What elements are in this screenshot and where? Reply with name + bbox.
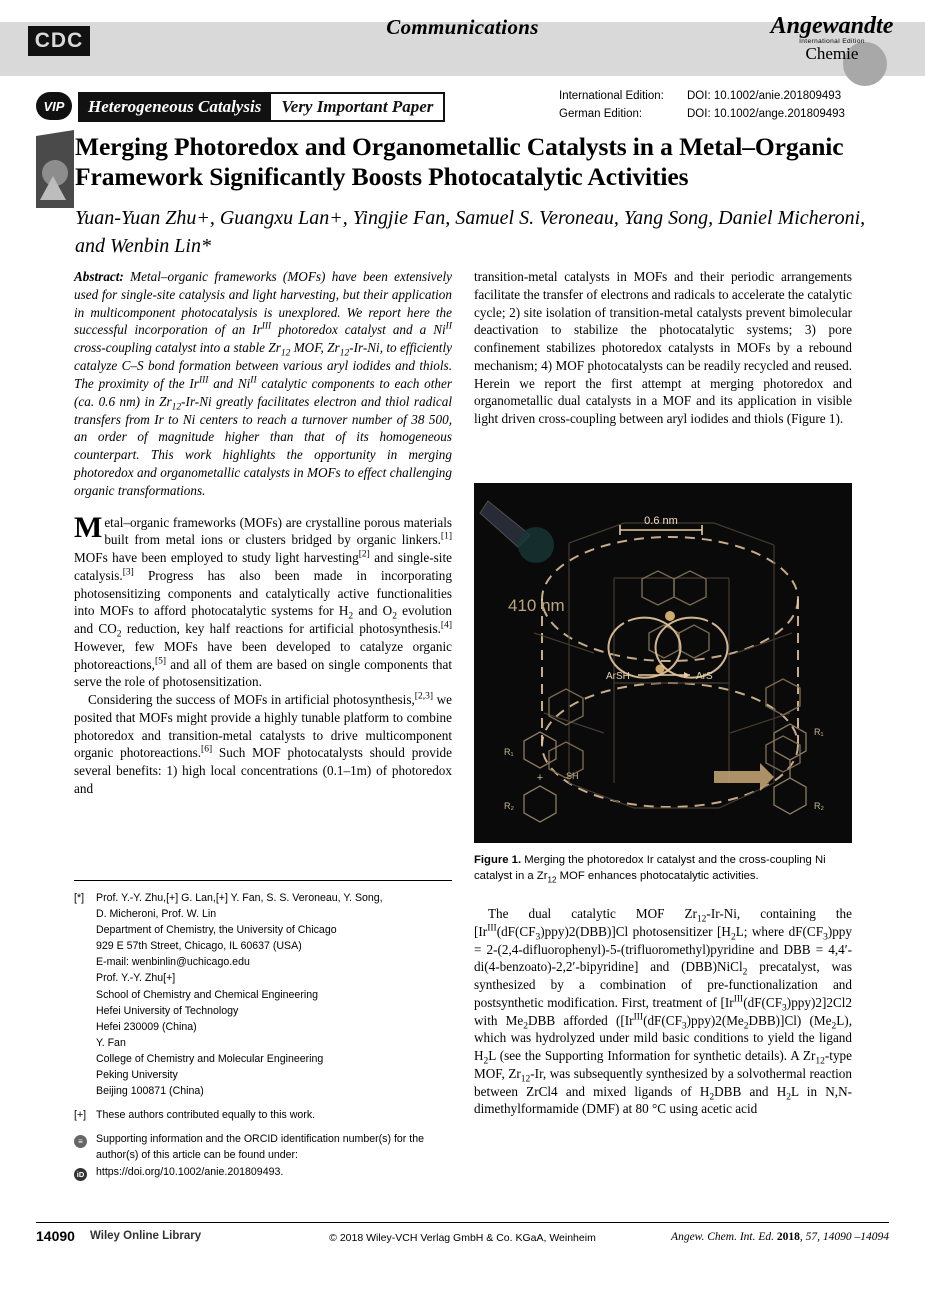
- doi-german-label: German Edition:: [559, 107, 643, 120]
- drop-cap: M: [74, 510, 103, 544]
- footnote-block: [74, 890, 452, 1181]
- footnote-divider: [74, 880, 452, 881]
- affiliation2-line-3: Hefei 230009 (China): [96, 1020, 197, 1033]
- supporting-info-glyph: ≡: [74, 1135, 87, 1148]
- figure-1-caption: [474, 852, 852, 884]
- figure-ars-label: ArS: [696, 671, 713, 682]
- footnote-orcid: [74, 1164, 452, 1181]
- figure-1-image: [474, 483, 852, 843]
- doi-international: [559, 88, 889, 106]
- affiliation3-line-2: Peking University: [96, 1069, 178, 1082]
- affiliation-line-3: 929 E 57th Street, Chicago, IL 60637 (USA): [96, 940, 302, 953]
- supporting-info-text: Supporting information and the ORCID identification number(s) for the author(s) of this article can be found under:: [96, 1133, 424, 1162]
- figure-r1-label: R₁: [504, 747, 514, 757]
- page-title: Merging Photoredox and Organometallic Catalysts in a Metal–Organic Framework Significantly Boosts Photocatalytic Activities: [75, 132, 844, 192]
- figure-arsh-label: ArSH: [606, 671, 630, 682]
- footnote-equal-text: These authors contributed equally to this work.: [96, 1109, 316, 1122]
- paragraph-left-2: Considering the success of MOFs in artificial photosynthesis,[2,3] we posited that MOFs might provide a highly tunable platform to combine photoredox and transition-metal catalysts to drive multicomponent organic photoreactions.[6] Such MOF photocatalysts should provide several benefits: 1) high local concentrations (0.1–1m) of photoredox and: [74, 691, 452, 796]
- figure-1-number: Figure 1.: [474, 854, 522, 866]
- figure-1-graphic: [474, 483, 852, 843]
- affiliation-email[interactable]: E-mail: wenbinlin@uchicago.edu: [96, 956, 250, 969]
- wiley-online-library-link[interactable]: Wiley Online Library: [90, 1230, 202, 1242]
- figure-sh-label: SH: [566, 771, 579, 781]
- footnote-spacer: [74, 1099, 452, 1107]
- citation-journal: Angew. Chem. Int. Ed.: [671, 1231, 774, 1243]
- abstract: [74, 268, 452, 500]
- orcid-glyph: iD: [74, 1168, 87, 1181]
- doi-international-label: International Edition:: [559, 90, 664, 102]
- paragraph-right-1: transition-metal catalysts in MOFs and their periodic arrangements facilitate the transfer of electrons and radicals to accelerate the catalytic cycle; 2) site isolation of transition-metal catalysts prevent bimolecular deactivation to stabilize the photocatalytic systems; 3) pore confinement stabilizes photoredox catalysts in MOFs by a rebound mechanism; 4) MOF photocatalysts can be readily recycled and reused. Herein we report the first attempt at merging photoredox and organometallic dual catalysts in a MOF and its application in visible light driven cross-coupling between aryl iodides and thiols (Figure 1).: [474, 269, 852, 426]
- supporting-info-link[interactable]: https://doi.org/10.1002/anie.201809493.: [96, 1165, 284, 1178]
- brand-name: Angewandte: [770, 13, 894, 39]
- journal-section-title: Communications: [386, 14, 539, 39]
- figure-wavelength-label: 410 nm: [508, 596, 565, 615]
- doi-german-value[interactable]: DOI: 10.1002/ange.201809493: [687, 107, 845, 120]
- affiliation3-line-0: Y. Fan: [96, 1036, 126, 1049]
- affiliation3-line-3: Beijing 100871 (China): [96, 1085, 204, 1098]
- figure-product-r1-label: R₁: [814, 727, 824, 737]
- paragraph-right-2: The dual catalytic MOF $Zr_{12}-Ir-Ni$, containing the $[Ir^{III}(dF(CF_3)ppy)2(DBB)]Cl$ photosensitizer [$H_2L$; where $dF(CF_3)ppy$ = 2-(2,4-difluorophenyl)-5-(trifluoromethyl)pyridine and DBB = 4,4′-di(4-benzoato)-2,2′-bipyridine] and (DBB)NiCl$_2$ precatalyst, was synthesized by a combination of pre-functionalization and postsynthetic modification. First, treatment of $[Ir^{III}(dF(CF_3)ppy)2]2Cl2$ with $Me_2DBB$ afforded $([Ir^{III}(dF(CF_3)ppy)2(Me_2DBB)]Cl)$ $(Me_2L)$, which was hydrolyzed under mild basic conditions to yield the ligand $H_2L$ (see the Supporting Information for synthetic details). A $Zr_{12}$-type MOF, $Zr_{12}-Ir$, was subsequently synthesized by a solvothermal reaction between ZrCl4 and mixed ligands of $H_2DBB$ and $H_2L$ in N,N-dimethylformamide (DMF) at 80 °C using acetic acid: [474, 906, 852, 1117]
- footnote-equal-contribution: [74, 1107, 452, 1123]
- vip-badge: VIP: [36, 92, 72, 120]
- section-mark-icon: [36, 130, 74, 208]
- footnote-equal-mark: [+]: [74, 1109, 87, 1122]
- affiliation3-line-1: College of Chemistry and Molecular Engineering: [96, 1052, 324, 1065]
- column-left: [74, 268, 452, 798]
- figure-plus-icon: +: [536, 772, 544, 784]
- category-paper-flag: Very Important Paper: [271, 92, 445, 122]
- page-number: 14090: [36, 1228, 75, 1244]
- mark-triangle-icon: [40, 176, 66, 200]
- paragraph-left-1: [74, 510, 452, 692]
- affiliation-line-1: D. Micheroni, Prof. W. Lin: [96, 908, 217, 921]
- publisher-logo: CDC: [28, 26, 90, 56]
- abstract-text: Metal–organic frameworks (MOFs) have been extensively used for single-site catalysis and light harvesting, but their application in multicomponent photocatalysis is unexplored. We report here the successful incorporation of an $Ir^{III}$ photoredox catalyst and a $Ni^{II}$ cross-coupling catalyst into a stable $Zr_{12}$ MOF, $Zr_{12}-Ir-Ni$, to efficiently catalyze C–S bond formation between various aryl iodides and thiols. The proximity of the $Ir^{III}$ and $Ni^{II}$ catalytic components to each other (ca. 0.6 nm) in $Zr_{12}-Ir-Ni$ greatly facilitates electron and thiol radical transfers from Ir to Ni centers to reach a turnover number of 38 500, an order of magnitude higher than that of its homogeneous counterpart. This work highlights the opportunity in merging photoredox and organometallic catalysts in MOFs to effect challenging organic transformations.: [74, 269, 452, 498]
- paragraph-left-1-text: etal–organic frameworks (MOFs) are crystalline porous materials built from metal ions or clusters bridged by organic linkers.[1] MOFs have been employed to study light harvesting[2] and single-site catalysis.[3] Progress has also been made in incorporating photosensitizing components and catalytically active functionalities into MOFs to afford photocatalytic systems for $H_2$ and $O_2$ evolution and $CO_2$ reduction, key half reactions for artificial photosynthesis.[4] However, few MOFs have been developed to catalyze organic photoreactions,[5] and all of them are based on single components that serve the role of photosensitization.: [74, 514, 452, 690]
- affiliation2-line-0: Prof. Y.-Y. Zhu[+]: [96, 972, 176, 985]
- doi-international-value[interactable]: DOI: 10.1002/anie.201809493: [687, 90, 842, 102]
- citation-line: [671, 1231, 889, 1243]
- affiliation-line-2: Department of Chemistry, the University of Chicago: [96, 924, 337, 937]
- doi-block: [559, 88, 889, 124]
- angewandte-brand-logo: [767, 14, 897, 70]
- author-list: Yuan-Yuan Zhu+, Guangxu Lan+, Yingjie Fan, Samuel S. Veroneau, Yang Song, Daniel Micheroni, and Wenbin Lin*: [75, 207, 866, 257]
- copyright-notice: © 2018 Wiley-VCH Verlag GmbH & Co. KGaA, Weinheim: [329, 1232, 596, 1244]
- footnote-affiliation: [74, 890, 452, 1099]
- column-right-lower: [474, 905, 852, 1118]
- affiliation-line-0: Prof. Y.-Y. Zhu,[+] G. Lan,[+] Y. Fan, S. S. Veroneau, Y. Song,: [96, 892, 383, 904]
- figure-r2-label: R₂: [504, 801, 514, 811]
- category-row: [36, 92, 445, 122]
- affiliation2-line-2: Hefei University of Technology: [96, 1004, 239, 1017]
- column-right: [474, 268, 852, 428]
- supporting-info-icon: [74, 1131, 96, 1163]
- citation-year: 2018: [776, 1231, 800, 1243]
- abstract-label: Abstract:: [74, 269, 124, 284]
- doi-german: [559, 106, 889, 124]
- citation-rest: , 57, 14090 –14094: [799, 1231, 889, 1243]
- figure-product-r2-label: R₂: [814, 801, 824, 811]
- affiliation2-line-1: School of Chemistry and Chemical Engineering: [96, 988, 318, 1001]
- figure-distance-label: 0.6 nm: [644, 515, 678, 527]
- footnote-affiliation-text: [96, 890, 452, 1099]
- figure-1-caption-text: Merging the photoredox Ir catalyst and the cross-coupling Ni catalyst in a $Zr_{12}$ MOF enhances photocatalytic activities.: [474, 854, 826, 885]
- footnote-affiliation-mark: [*]: [74, 892, 85, 904]
- orcid-icon: [74, 1164, 96, 1181]
- category-topic: Heterogeneous Catalysis: [78, 92, 271, 122]
- brand-chemie: Chemie: [805, 43, 859, 63]
- footnote-spacer-2: [74, 1123, 452, 1131]
- brand-edition: International Edition: [799, 38, 865, 45]
- footer-divider: [36, 1222, 889, 1223]
- footnote-supporting-info: [74, 1131, 452, 1163]
